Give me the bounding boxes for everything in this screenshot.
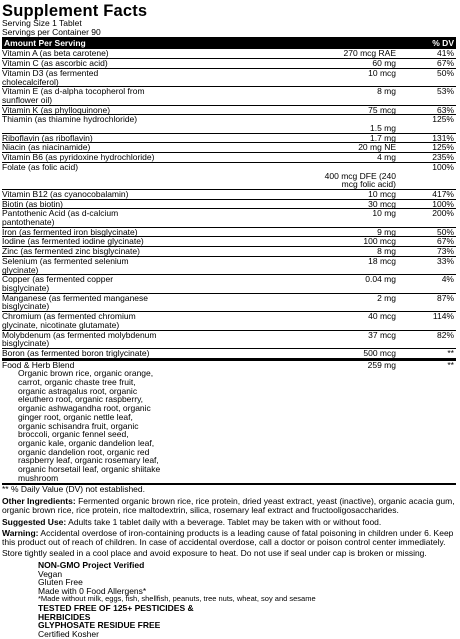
column-header-bar (2, 39, 456, 48)
kosher-badge: Certified Kosher (38, 628, 99, 639)
nutrient-dv: 4% (441, 274, 454, 285)
nutrient-name: Niacin (as niacinamide) (2, 142, 91, 153)
nutrient-amount: 37 mcg (368, 329, 396, 340)
nutrient-dv: 67% (436, 236, 454, 247)
nutrient-amount: 2 mg (377, 292, 396, 303)
nutrient-amount: 75 mcg (368, 104, 396, 115)
nutrient-dv: 114% (432, 311, 454, 322)
blend-name: Food & Herb Blend (2, 359, 75, 370)
allergen-detail: *Made without milk, eggs, fish, shellfish, peanuts, tree nuts, wheat, soy and sesame (38, 594, 316, 604)
nutrient-amount: 100 mcg (363, 236, 396, 247)
gluten-free-badge: Gluten Free (38, 577, 83, 588)
nutrient-dv: 33% (436, 255, 454, 266)
nutrient-name: Iodine (as fermented iodine glycinate) (2, 236, 144, 247)
nutrient-name: Zinc (as fermented zinc bisglycinate) (2, 246, 140, 257)
nutrient-dv: 417% (432, 188, 454, 199)
supplement-facts-panel (2, 2, 456, 639)
nutrient-amount: 10 mg (372, 208, 396, 219)
other-ingredients-label: Other Ingredients: (2, 496, 76, 507)
non-gmo-badge: NON-GMO Project Verified (38, 560, 145, 571)
nutrient-name: Vitamin K (as phylloquinone) (2, 104, 111, 115)
nutrient-amount: 18 mcg (368, 255, 396, 266)
nutrient-dv: 87% (436, 292, 454, 303)
glyphosate-badge: GLYPHOSATE RESIDUE FREE (38, 620, 161, 631)
nutrient-name: Iron (as fermented iron bisglycinate) (2, 226, 138, 237)
nutrient-row (2, 236, 456, 246)
other-ingredients-text: Fermented organic brown rice, rice protein, dried yeast extract, yeast (inactive), organic acacia gum, organic brown rice, rice protein, rice maltodextrin, silica, rosemary leaf extract and fructooligosaccharides. (2, 496, 455, 516)
nutrient-name: Manganese (as fermented manganese bisglycinate) (2, 292, 149, 312)
servings-per-container: Servings per Container 90 (2, 26, 101, 37)
suggested-use (2, 518, 456, 527)
nutrient-dv: 100% (432, 198, 454, 209)
nutrient-dv: 63% (436, 104, 454, 115)
nutrient-dv: 235% (432, 152, 454, 163)
herbicide-badge: HERBICIDES (38, 611, 91, 622)
nutrient-name: Riboflavin (as riboflavin) (2, 132, 93, 143)
serving-size: Serving Size 1 Tablet (2, 18, 82, 28)
blend-amount: 259 mg (367, 359, 396, 370)
panel-title: Supplement Facts (2, 2, 148, 20)
nutrient-amount: 270 mcg RAE (343, 48, 396, 59)
nutrient-name: Vitamin E (as d-alpha tocopherol from sunflower oil) (2, 86, 145, 105)
nutrient-dv: 200% (432, 208, 454, 219)
nutrient-row (2, 105, 456, 115)
nutrient-amount: 60 mg (372, 58, 396, 69)
nutrient-row (2, 199, 456, 209)
nutrient-dv: 82% (436, 329, 454, 340)
nutrient-row (2, 68, 456, 86)
nutrient-row (2, 58, 456, 68)
nutrient-name: Copper (as fermented copper bisglycinate) (2, 274, 114, 293)
nutrient-amount: 9 mg (377, 226, 396, 237)
nutrient-row (2, 133, 456, 143)
warning-label: Warning: (2, 528, 39, 539)
dv-footnote: ** % Daily Value (DV) not established. (2, 483, 456, 494)
nutrient-amount: 1.7 mg (370, 132, 396, 143)
nutrient-name: Vitamin B6 (as pyridoxine hydrochloride) (2, 152, 155, 163)
nutrient-dv: 131% (432, 132, 454, 143)
nutrient-row (2, 86, 456, 104)
nutrient-row (2, 48, 456, 58)
nutrient-amount: 0.04 mg (365, 274, 396, 285)
vegan-badge: Vegan (38, 568, 63, 579)
nutrient-name: Vitamin D3 (as fermented cholecalciferol) (2, 67, 99, 87)
nutrient-dv: 50% (436, 226, 454, 237)
certification-badges (2, 561, 456, 638)
suggested-use-label: Suggested Use: (2, 516, 67, 527)
amount-per-serving-header: Amount Per Serving (4, 38, 86, 49)
other-ingredients (2, 497, 456, 514)
nutrient-dv: 41% (436, 48, 454, 59)
nutrient-row (2, 274, 456, 292)
nutrient-dv: 53% (436, 86, 454, 97)
nutrient-row (2, 311, 456, 329)
nutrient-dv: 125% (432, 142, 454, 153)
nutrient-row (2, 227, 456, 237)
nutrient-amount: 8 mg (377, 86, 396, 97)
nutrient-amount: 30 mcg (368, 198, 396, 209)
nutrient-amount: 1.5 mg (370, 123, 396, 134)
nutrient-dv: 50% (436, 67, 454, 78)
nutrient-amount: 500 mcg (363, 347, 396, 358)
nutrient-row (2, 246, 456, 256)
nutrient-row (2, 162, 456, 189)
nutrient-name: Vitamin B12 (as cyanocobalamin) (2, 188, 129, 199)
nutrient-dv: 100% (432, 161, 454, 172)
nutrient-name: Vitamin A (as beta carotene) (2, 48, 109, 59)
nutrient-row (2, 152, 456, 162)
storage-instructions: Store tightly sealed in a cool place and avoid exposure to heat. Do not use if seal under cap is broken or missing. (2, 548, 427, 559)
nutrient-row (2, 142, 456, 152)
nutrient-amount: 4 mg (377, 152, 396, 163)
nutrient-row (2, 189, 456, 199)
nutrient-amount: 10 mcg (368, 67, 396, 78)
nutrient-row (2, 114, 456, 132)
nutrient-row (2, 330, 456, 348)
nutrient-amount: 8 mg (377, 246, 396, 257)
nutrient-name: Chromium (as fermented chromium glycinate, nicotinate glutamate) (2, 311, 136, 330)
blend-dv: ** (447, 359, 454, 370)
allergen-badge: Made with 0 Food Allergens* (38, 585, 147, 596)
nutrient-dv: ** (447, 347, 454, 358)
nutrient-row (2, 293, 456, 311)
nutrient-row (2, 256, 456, 274)
warning (2, 529, 456, 546)
nutrient-name: Boron (as fermented boron triglycinate) (2, 347, 150, 358)
suggested-use-text: Adults take 1 tablet daily with a beverage. Tablet may be taken with or without food. (68, 516, 382, 527)
nutrient-name: Folate (as folic acid) (2, 161, 79, 172)
nutrient-amount: 400 mcg DFE (240 mcg folic acid) (324, 170, 396, 190)
nutrient-amount: 10 mcg (368, 188, 396, 199)
nutrient-name: Thiamin (as thiamine hydrochloride) (2, 114, 138, 125)
nutrient-amount: 40 mcg (368, 311, 396, 322)
nutrient-dv: 67% (436, 58, 454, 69)
warning-text: Accidental overdose of iron-containing products is a leading cause of fatal poisoning in children under 6. Keep this product out of reach of children. In case of accidental overdose, call a doctor or poison control center immediately. (2, 528, 454, 547)
nutrient-name: Biotin (as biotin) (2, 198, 63, 209)
nutrient-name: Molybdenum (as fermented molybdenum bisglycinate) (2, 329, 157, 349)
nutrient-name: Vitamin C (as ascorbic acid) (2, 58, 108, 69)
nutrient-row (2, 348, 456, 358)
nutrient-row (2, 208, 456, 226)
nutrient-amount: 20 mg NE (358, 142, 396, 153)
dv-header: % DV (432, 38, 454, 49)
nutrient-dv: 125% (432, 114, 454, 125)
pesticide-badge: TESTED FREE OF 125+ PESTICIDES & (38, 602, 194, 613)
nutrient-table (2, 48, 456, 357)
blend-ingredients: Organic brown rice, organic orange, carrot, organic chaste tree fruit, organic astragalus root, organic eleuthero root, organic raspberry, organic ashwagandha root, organic ginger root, organic nettle leaf, organic schisandra fruit, organic broccoli, organic fennel seed, organic kale, organic dandelion leaf, organic dandelion root, organic red raspberry leaf, organic rosemary leaf, organic horsetail leaf, organic shiitake mushroom (18, 368, 161, 483)
nutrient-name: Pantothenic Acid (as d-calcium pantothenate) (2, 208, 119, 228)
nutrient-dv: 73% (436, 246, 454, 257)
nutrient-name: Selenium (as fermented selenium glycinate) (2, 255, 129, 275)
